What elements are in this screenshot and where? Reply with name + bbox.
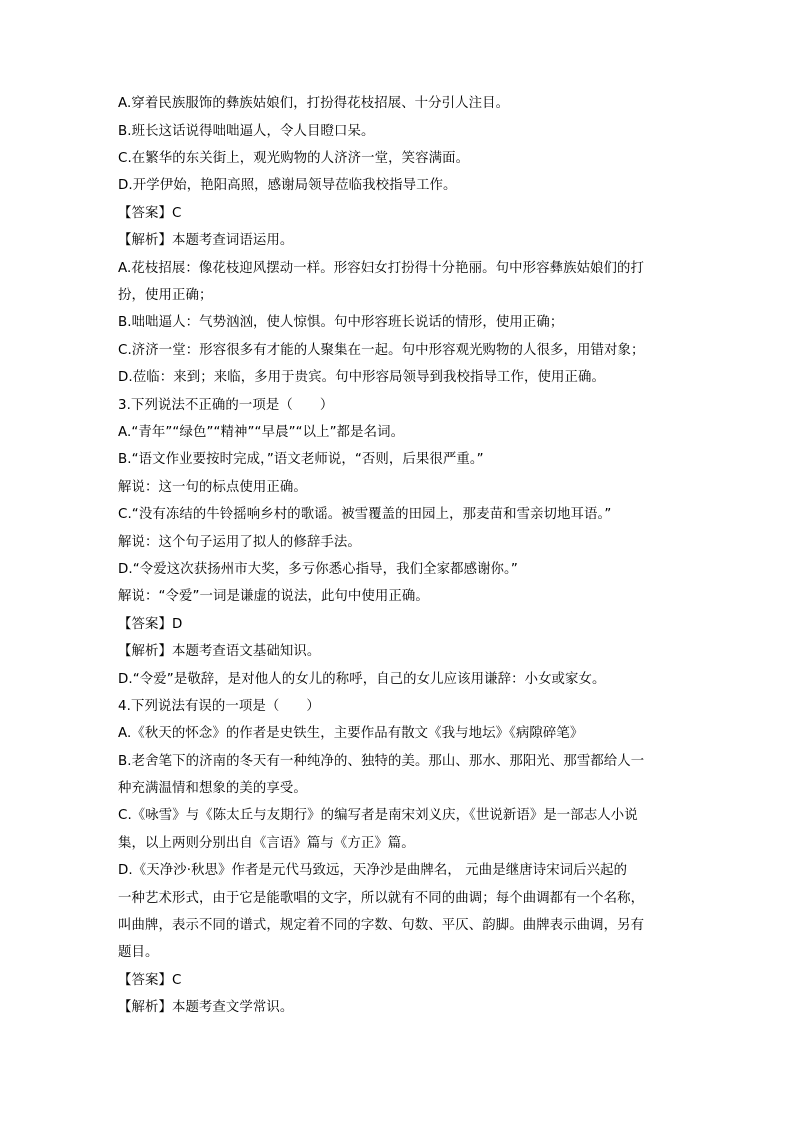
question-option: 叫曲牌，表示不同的谱式，规定着不同的字数、句数、平仄、韵脚。曲牌表示曲调，另有 (118, 918, 645, 933)
question-option: A.穿着民族服饰的彝族姑娘们，打扮得花枝招展、十分引人注目。 (118, 96, 510, 111)
explanation-line: 解说：这一句的标点使用正确。 (118, 480, 307, 495)
question-option: A.《秋天的怀念》的作者是史铁生，主要作品有散文《我与地坛》《病隙碎笔》 (118, 726, 584, 741)
question-option: C.在繁华的东关街上，观光购物的人济济一堂，笑容满面。 (118, 151, 470, 166)
question-option: B.班长这话说得咄咄逼人，令人目瞪口呆。 (118, 124, 375, 139)
question-option: D.“令爱这次获扬州市大奖，多亏你悉心指导，我们全家都感谢你。” (118, 562, 518, 577)
question-option: 一种艺术形式，由于它是能歌唱的文字，所以就有不同的曲调；每个曲调都有一个名称， (118, 891, 645, 906)
question-option: C.“没有冻结的牛铃摇响乡村的歌谣。被雪覆盖的田园上，那麦苗和雪亲切地耳语。” (118, 507, 612, 522)
question-option: A.“青年”“绿色”“精神”“早晨”“以上”都是名词。 (118, 425, 405, 440)
question-option: D.开学伊始，艳阳高照，感谢局领导莅临我校指导工作。 (118, 178, 457, 193)
question-stem: 4.下列说法有误的一项是（ ） (118, 699, 320, 714)
answer-line: 【答案】C (118, 973, 182, 988)
analysis-text: 扮，使用正确； (118, 288, 213, 303)
analysis-heading: 【解析】本题考查词语运用。 (118, 233, 294, 248)
question-option: 种充满温情和想象的美的享受。 (118, 781, 307, 796)
question-option: C.《咏雪》与《陈太丘与友期行》的编写者是南宋刘义庆，《世说新语》是一部志人小说 (118, 808, 638, 823)
analysis-heading: 【解析】本题考查语文基础知识。 (118, 644, 321, 659)
analysis-text: A.花枝招展：像花枝迎风摆动一样。形容妇女打扮得十分艳丽。句中形容彝族姑娘们的打 (118, 261, 645, 276)
analysis-text: D.“令爱”是敬辞，是对他人的女儿的称呼，自己的女儿应该用谦辞：小女或家女。 (118, 672, 606, 687)
question-option: D.《天净沙·秋思》作者是元代马致远，天净沙是曲牌名， 元曲是继唐诗宋词后兴起的 (118, 863, 628, 878)
analysis-text: B.咄咄逼人：气势汹汹，使人惊惧。句中形容班长说话的情形，使用正确； (118, 315, 564, 330)
question-option: B.“语文作业要按时完成，”语文老师说，“否则，后果很严重。” (118, 452, 484, 467)
question-option: B.老舍笔下的济南的冬天有一种纯净的、独特的美。那山、那水、那阳光、那雪都给人一 (118, 754, 645, 769)
question-stem: 3.下列说法不正确的一项是（ ） (118, 398, 334, 413)
analysis-text: C.济济一堂：形容很多有才能的人聚集在一起。句中形容观光购物的人很多，用错对象； (118, 343, 645, 358)
explanation-line: 解说：这个句子运用了拟人的修辞手法。 (118, 535, 361, 550)
answer-line: 【答案】D (118, 617, 183, 632)
question-option: 集，以上两则分别出自《言语》篇与《方正》篇。 (118, 836, 415, 851)
analysis-text: D.莅临：来到；来临，多用于贵宾。句中形容局领导到我校指导工作，使用正确。 (118, 370, 605, 385)
explanation-line: 解说：“令爱”一词是谦虚的说法，此句中使用正确。 (118, 589, 429, 604)
answer-line: 【答案】C (118, 206, 182, 221)
analysis-heading: 【解析】本题考查文学常识。 (118, 1000, 294, 1015)
question-option: 题目。 (118, 945, 159, 960)
